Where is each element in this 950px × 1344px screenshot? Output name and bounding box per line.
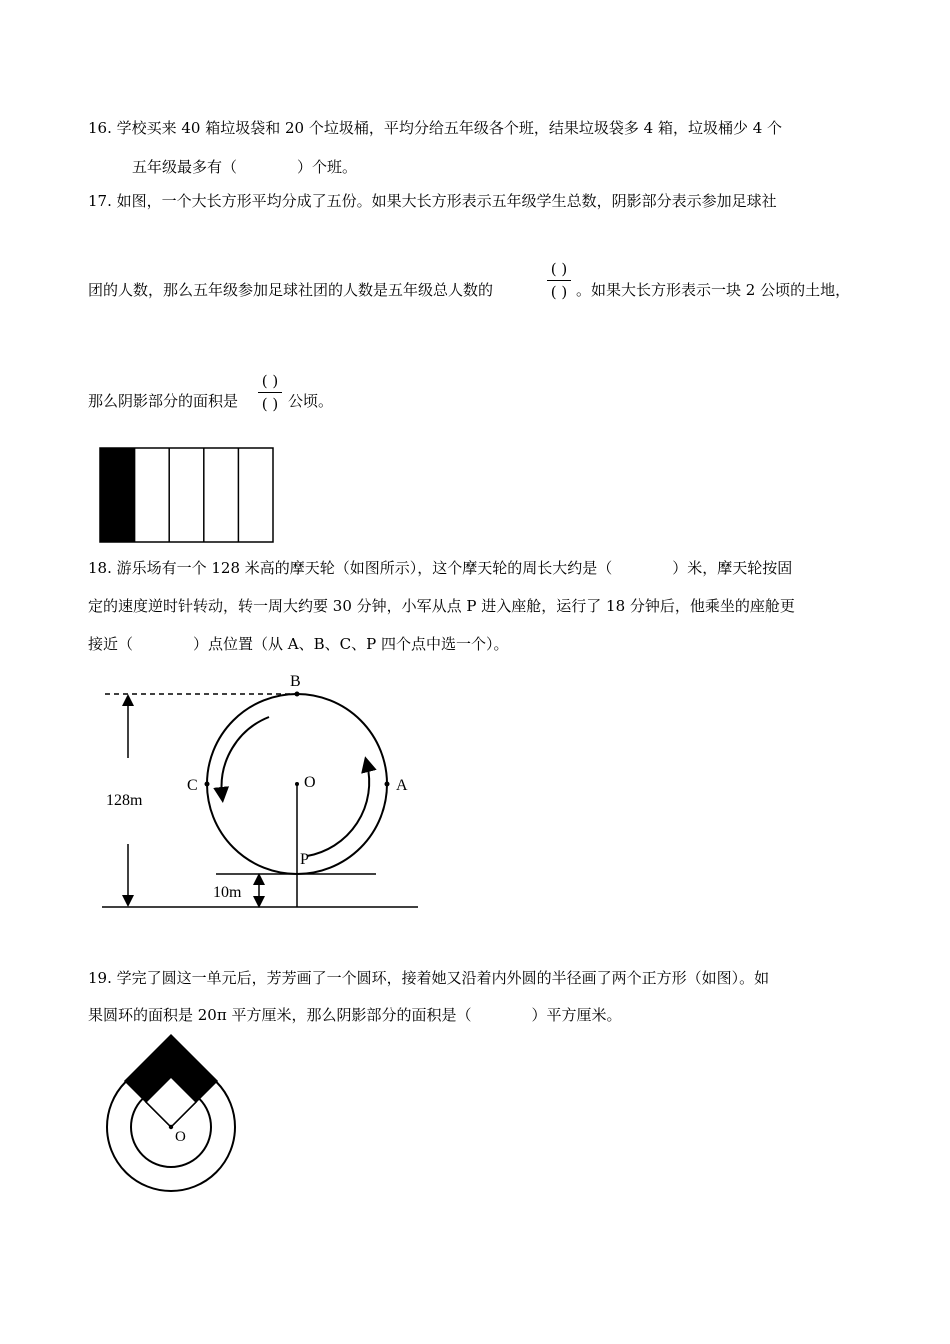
- label-o: O: [304, 774, 316, 791]
- q16-line1: 16. 学校买来 40 箱垃圾袋和 20 个垃圾桶，平均分给五年级各个班，结果垃圾袋多 4 箱，垃圾桶少 4 个: [88, 119, 783, 137]
- label-c: C: [187, 777, 198, 794]
- ring-figure: [100, 1030, 245, 1200]
- fraction-numerator-blank[interactable]: ( ): [550, 260, 568, 278]
- point-c: [205, 782, 210, 787]
- base-label: 10m: [213, 884, 242, 901]
- q18-line2: 定的速度逆时针转动，转一周大约要 30 分钟，小军从点 P 进入座舱，运行了 18 分钟后，他乘坐的座舱更: [88, 597, 795, 615]
- q17-fraction-2: [256, 372, 284, 413]
- fraction-bar: [547, 280, 571, 281]
- fraction-denominator-blank[interactable]: ( ): [261, 395, 279, 413]
- q17-line3a: 那么阴影部分的面积是: [88, 392, 239, 410]
- ferris-wheel-figure: [0, 660, 440, 920]
- q17-line2a: 团的人数，那么五年级参加足球社团的人数是五年级总人数的: [88, 281, 494, 299]
- height-label: 128m: [106, 792, 143, 809]
- divided-rectangle-figure: [98, 446, 278, 544]
- q17-line2b: 。如果大长方形表示一块 2 公顷的土地，: [576, 281, 851, 299]
- fraction-denominator-blank[interactable]: ( ): [550, 283, 568, 301]
- label-a: A: [396, 777, 408, 794]
- q17-line1: 17. 如图，一个大长方形平均分成了五份。如果大长方形表示五年级学生总数，阴影部分表示参加足球社: [88, 192, 777, 210]
- fraction-numerator-blank[interactable]: ( ): [261, 372, 279, 390]
- label-b: B: [290, 673, 301, 690]
- q19-line2: 果圆环的面积是 20π 平方厘米，那么阴影部分的面积是（ ）平方厘米。: [88, 1006, 622, 1024]
- label-p: P: [300, 851, 309, 868]
- shaded-part: [100, 448, 135, 542]
- q17-fraction-1: [545, 260, 573, 301]
- point-a: [385, 782, 390, 787]
- q17-line3b: 公顷。: [288, 392, 334, 410]
- q19-line1: 19. 学完了圆这一单元后，芳芳画了一个圆环，接着她又沿着内外圆的半径画了两个正方形（如图）。如: [88, 969, 770, 987]
- rotation-arrow-right: [307, 764, 369, 856]
- label-o: O: [175, 1129, 186, 1145]
- center-point: [169, 1125, 173, 1129]
- point-b: [295, 692, 300, 697]
- q18-line3: 接近（ ）点位置（从 A、B、C、P 四个点中选一个）。: [88, 635, 509, 653]
- rotation-arrow-left: [222, 717, 269, 795]
- q18-line1: 18. 游乐场有一个 128 米高的摩天轮（如图所示），这个摩天轮的周长大约是（ ）米，摩天轮按固: [88, 559, 793, 577]
- fraction-bar: [258, 392, 282, 393]
- q16-line2: 五年级最多有（ ）个班。: [132, 158, 358, 176]
